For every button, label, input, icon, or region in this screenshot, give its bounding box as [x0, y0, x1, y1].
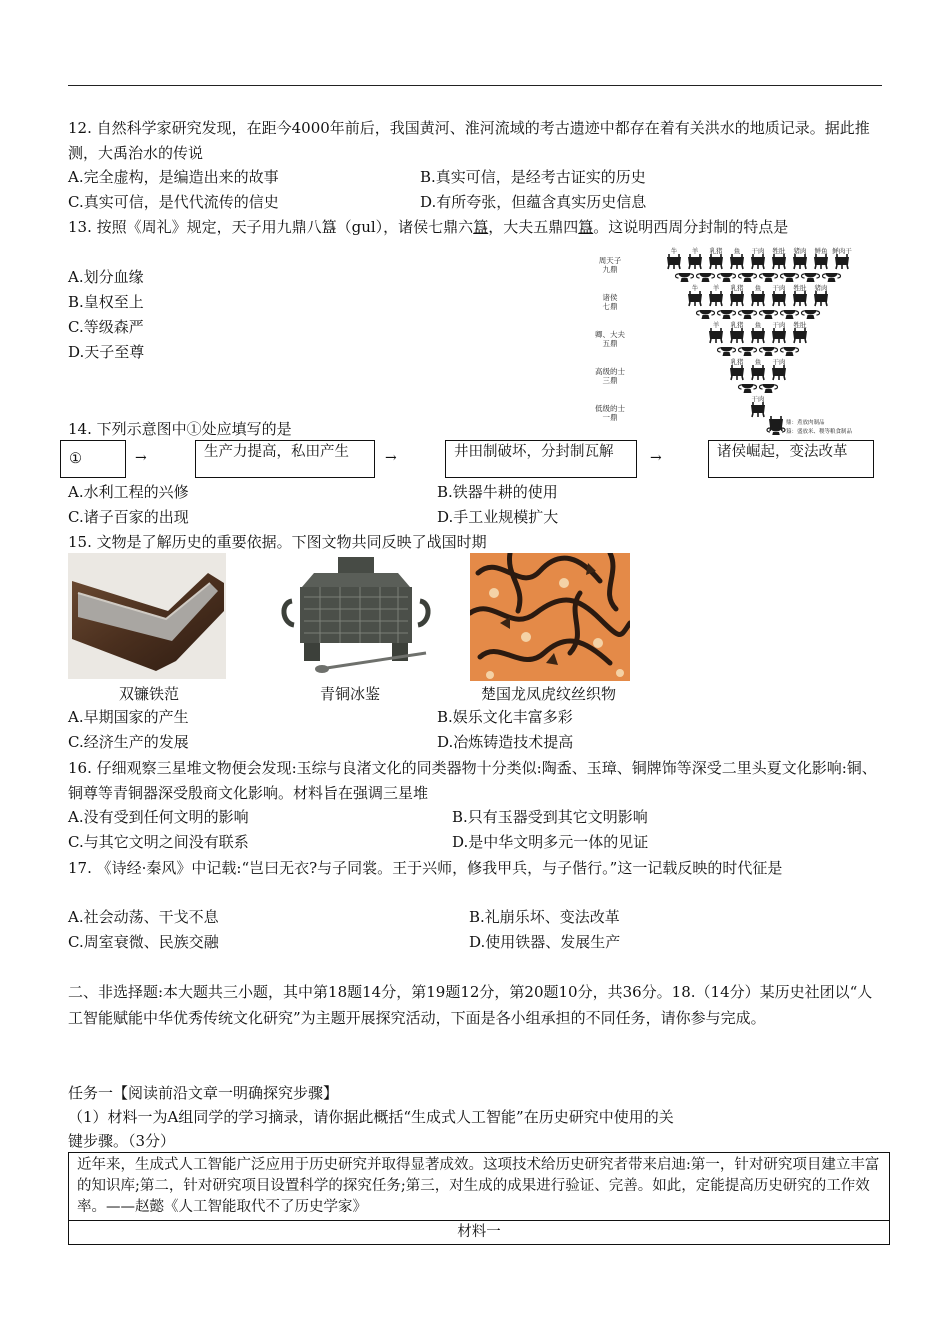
silk-fabric-image	[470, 553, 630, 681]
iron-mold-image	[68, 553, 226, 679]
gui-icon-3-0	[739, 384, 757, 393]
gui-icon-0-2	[718, 273, 736, 282]
food-label-1-6: 猪肉	[814, 284, 828, 292]
ding-icon-2-2	[751, 328, 765, 343]
flow-arrow-2: →	[385, 450, 397, 466]
task1-title: 任务一【阅读前沿文章一明确探究步骤】	[68, 1084, 339, 1102]
food-label-3-2: 干肉	[772, 358, 786, 366]
q14-stem: 14. 下列示意图中①处应填写的是	[68, 420, 292, 438]
food-label-2-0: 羊	[712, 321, 720, 329]
food-label-0-7: 鲜鱼	[814, 247, 828, 255]
q17-stem: 17. 《诗经·秦风》中记载:“岂曰无衣?与子同裳。王于兴师，修我甲兵，与子偕行。”这一记载反映的时代征是	[68, 859, 783, 877]
ding-icon-0-0	[667, 254, 681, 269]
food-label-3-0: 乳猪	[730, 358, 744, 366]
gui-icon-0-4	[760, 273, 778, 282]
ding-icon-2-0	[709, 328, 723, 343]
q13-option-b[interactable]: B.皇权至上	[68, 293, 144, 311]
q15-option-c[interactable]: C.经济生产的发展	[68, 733, 189, 751]
q12-stem: 12. 自然科学家研究发现，在距今4000年前后，我国黄河、淮河流域的考古遗迹中都存在着有关洪水的地质记录。据此推测，大禹治水的传说	[68, 119, 870, 162]
flow-arrow-1: →	[135, 450, 147, 466]
gui-icon-2-1	[739, 347, 757, 356]
ding-icon-2-3	[772, 328, 786, 343]
ding-icon-0-3	[730, 254, 744, 269]
q16-option-c[interactable]: C.与其它文明之间没有联系	[68, 833, 249, 851]
q13-option-a[interactable]: A.划分血缘	[68, 268, 144, 286]
bronze-ice-box-image	[276, 553, 436, 679]
flow-box-2: 生产力提高，私田产生	[195, 440, 375, 478]
q15-stem: 15. 文物是了解历史的重要依据。下图文物共同反映了战国时期	[68, 533, 487, 551]
legend-gui-text: 簋：盛放米、稷等粮食制品	[786, 429, 853, 435]
food-label-0-0: 牛	[670, 247, 678, 255]
task1-question-line2: 键步骤。（3分）	[68, 1132, 176, 1150]
q13-option-d[interactable]: D.天子至尊	[68, 343, 145, 361]
ding-icon-0-7	[814, 254, 828, 269]
ding-icon-1-4	[772, 291, 786, 306]
gui-icon-1-3	[760, 310, 778, 319]
q14-option-a[interactable]: A.水利工程的兴修	[68, 483, 189, 501]
q16-option-d[interactable]: D.是中华文明多元一体的见证	[452, 833, 649, 851]
q12-option-c[interactable]: C.真实可信，是代代流传的信史	[68, 193, 279, 211]
rank-count-0: 九鼎	[602, 265, 618, 274]
gui-icon-2-3	[781, 347, 799, 356]
rank-label-2: 卿、大夫	[595, 330, 625, 339]
rank-count-2: 五鼎	[602, 339, 618, 348]
q12-option-a[interactable]: A.完全虚构，是编造出来的故事	[68, 168, 279, 186]
q14-option-b[interactable]: B.铁器牛耕的使用	[437, 483, 558, 501]
ding-icon-3-0	[730, 365, 744, 380]
q14-option-d[interactable]: D.手工业规模扩大	[437, 508, 559, 526]
food-label-2-1: 乳猪	[730, 321, 744, 329]
food-label-0-3: 鱼	[733, 247, 741, 255]
ding-icon-1-5	[793, 291, 807, 306]
gui-icon-1-5	[802, 310, 820, 319]
ding-icon-1-6	[814, 291, 828, 306]
material-one-label: 材料一	[69, 1221, 890, 1245]
ding-icon-0-5	[772, 254, 786, 269]
section2-intro: 二、非选择题:本大题共三小题，其中第18题14分，第19题12分，第20题10分，共36分。18.（14分）某历史社团以“人工智能赋能中华优秀传统文化研究”为主题开展探究活动，下面是各小组承担的不同任务，请你参与完成。	[68, 983, 873, 1027]
ding-icon-0-1	[688, 254, 702, 269]
ding-gui-pyramid-figure	[588, 243, 878, 435]
gui-icon-1-4	[781, 310, 799, 319]
q13-option-c[interactable]: C.等级森严	[68, 318, 144, 336]
food-label-2-2: 鱼	[754, 321, 762, 329]
q16-option-a[interactable]: A.没有受到任何文明的影响	[68, 808, 249, 826]
bronze-ice-box-caption: 青铜冰鉴	[320, 685, 381, 703]
q17-option-a[interactable]: A.社会动荡、干戈不息	[68, 908, 219, 926]
food-label-0-5: 牲肚	[772, 247, 786, 255]
ding-icon-0-4	[751, 254, 765, 269]
rank-label-4: 低级的士	[595, 404, 625, 413]
food-label-2-3: 干肉	[772, 321, 786, 329]
gui-icon-2-0	[718, 347, 736, 356]
food-label-4-0: 干肉	[751, 395, 765, 403]
food-label-2-4: 牲肚	[793, 321, 807, 329]
gui-icon-0-6	[802, 273, 820, 282]
rank-count-3: 三鼎	[602, 376, 618, 385]
q12-option-d[interactable]: D.有所夸张，但蕴含真实历史信息	[420, 193, 647, 211]
gui-icon-2-2	[760, 347, 778, 356]
ding-icon-0-8	[835, 254, 849, 269]
gui-icon-1-0	[697, 310, 715, 319]
silk-fabric-caption: 楚国龙凤虎纹丝织物	[481, 685, 617, 703]
ding-icon-1-3	[751, 291, 765, 306]
gui-icon-1-1	[718, 310, 736, 319]
food-label-1-3: 鱼	[754, 284, 762, 292]
legend-gui-icon	[767, 427, 785, 435]
gui-icon-1-2	[739, 310, 757, 319]
q14-option-c[interactable]: C.诸子百家的出现	[68, 508, 189, 526]
q17-option-c[interactable]: C.周室衰微、民族交融	[68, 933, 219, 951]
food-label-0-4: 干肉	[751, 247, 765, 255]
food-label-0-6: 猪肉	[793, 247, 807, 255]
ding-icon-2-1	[730, 328, 744, 343]
ding-icon-3-1	[751, 365, 765, 380]
flow-box-1: ①	[60, 440, 126, 478]
food-label-1-5: 牲肚	[793, 284, 807, 292]
gui-icon-0-1	[697, 273, 715, 282]
food-label-3-1: 鱼	[754, 358, 762, 366]
rank-label-3: 高级的士	[595, 367, 625, 376]
q16-option-b[interactable]: B.只有玉器受到其它文明影响	[452, 808, 648, 826]
ding-icon-0-2	[709, 254, 723, 269]
q15-option-b[interactable]: B.娱乐文化丰富多彩	[437, 708, 573, 726]
gui-icon-0-7	[823, 273, 841, 282]
food-label-1-2: 乳猪	[730, 284, 744, 292]
flow-box-4: 诸侯崛起，变法改革	[708, 440, 874, 478]
ding-icon-1-1	[709, 291, 723, 306]
ding-icon-0-6	[793, 254, 807, 269]
rank-count-4: 一鼎	[602, 413, 618, 422]
q15-option-d[interactable]: D.冶炼铸造技术提高	[437, 733, 574, 751]
legend-ding-text: 鼎：煮放肉制品	[786, 420, 825, 426]
q16-stem: 16. 仔细观察三星堆文物便会发现:玉综与良渚文化的同类器物十分类似:陶盉、玉璋、铜牌饰等深受二里头夏文化影响:铜、铜尊等青铜器深受殷商文化影响。材料旨在强调三星堆	[68, 759, 877, 802]
q17-option-d[interactable]: D.使用铁器、发展生产	[469, 933, 621, 951]
q13-gui-1: 簋	[473, 218, 489, 236]
rank-label-0: 周天子	[598, 256, 622, 265]
gui-icon-0-5	[781, 273, 799, 282]
gui-icon-0-0	[676, 273, 694, 282]
header-rule	[68, 85, 882, 86]
rank-count-1: 七鼎	[602, 302, 618, 311]
food-label-1-0: 牛	[691, 284, 699, 292]
flow-box-3: 井田制破坏，分封制瓦解	[445, 440, 637, 478]
material-one-table	[68, 1152, 890, 1245]
gui-icon-0-3	[739, 273, 757, 282]
q17-option-b[interactable]: B.礼崩乐坏、变法改革	[469, 908, 620, 926]
material-one-text: 近年来，生成式人工智能广泛应用于历史研究并取得显著成效。这项技术给历史研究者带来启迪:第一，针对研究项目建立丰富的知识库;第二，针对研究项目设置科学的探究任务;第三，对生成的成果进行验证、完善。如此，定能提高历史研究的工作效率。——赵懿《人工智能取代不了历史学家》	[69, 1153, 890, 1221]
rank-label-1: 诸侯	[602, 293, 618, 302]
task1-question-line1: （1）材料一为A组同学的学习摘录，请你据此概括“生成式人工智能”在历史研究中使用的关	[68, 1108, 674, 1126]
ding-icon-1-0	[688, 291, 702, 306]
food-label-0-8: 鲜肉干	[832, 247, 852, 255]
ding-icon-2-4	[793, 328, 807, 343]
food-label-0-1: 羊	[691, 247, 699, 255]
q13-gui-2: 簋	[578, 218, 594, 236]
food-label-1-1: 羊	[712, 284, 720, 292]
q15-option-a[interactable]: A.早期国家的产生	[68, 708, 189, 726]
q12-option-b[interactable]: B.真实可信，是经考古证实的历史	[420, 168, 646, 186]
food-label-0-2: 乳猪	[709, 247, 723, 255]
iron-mold-caption: 双镰铁范	[119, 685, 180, 703]
food-label-1-4: 干肉	[772, 284, 786, 292]
gui-icon-3-1	[760, 384, 778, 393]
ding-icon-1-2	[730, 291, 744, 306]
ding-icon-4-0	[751, 402, 765, 417]
flow-arrow-3: →	[650, 450, 662, 466]
q13-stem: 13. 按照《周礼》规定，天子用九鼎八簋（gul），诸侯七鼎六簋，大夫五鼎四簋。这说明西周分封制的特点是	[68, 218, 789, 236]
ding-icon-3-2	[772, 365, 786, 380]
